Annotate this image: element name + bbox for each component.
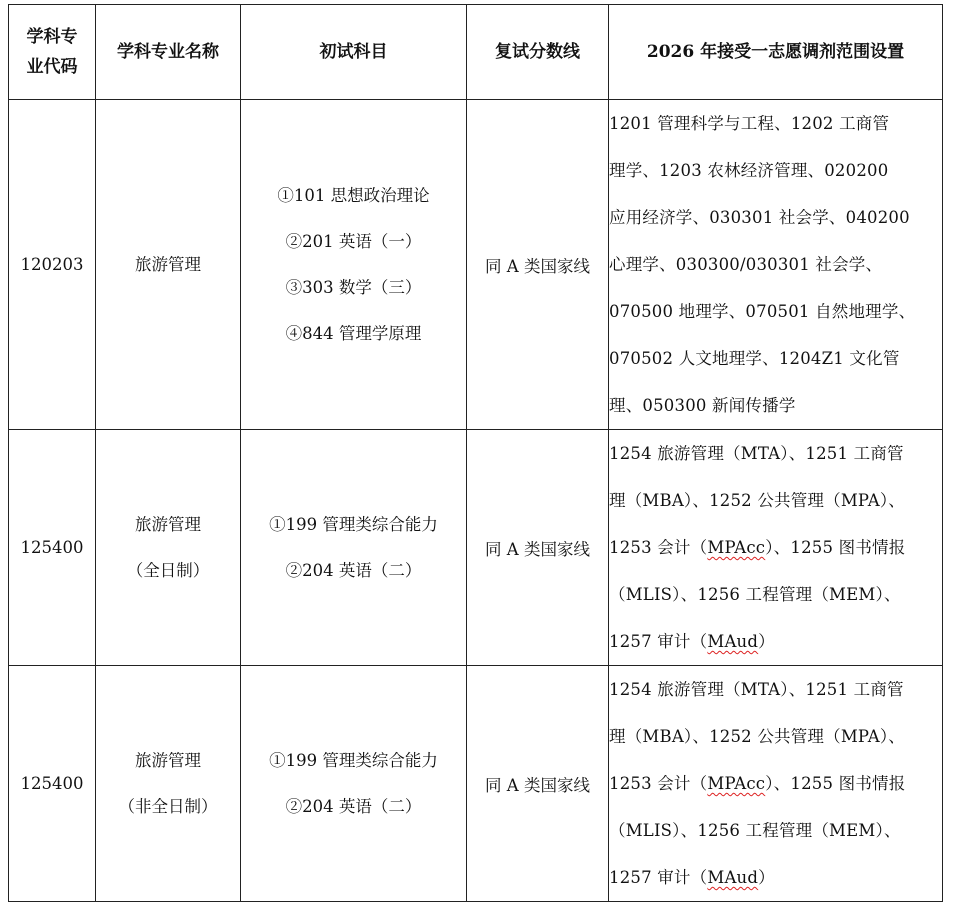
scope-line: 理（MBA）、1252 公共管理（MPA）、 bbox=[609, 491, 905, 510]
subject-item: ②201 英语（一） bbox=[285, 231, 422, 251]
scope-line: 应用经济学、030301 社会学、040200 bbox=[609, 208, 910, 227]
subject-item: ④844 管理学原理 bbox=[285, 323, 422, 343]
spellcheck-word: MPAcc bbox=[707, 774, 766, 793]
row-scope bbox=[609, 666, 943, 902]
scope-line: 理（MBA）、1252 公共管理（MPA）、 bbox=[609, 727, 905, 746]
scope-line bbox=[609, 854, 942, 901]
row-scope bbox=[609, 430, 943, 666]
scope-text: ） bbox=[758, 868, 775, 887]
header-code bbox=[9, 5, 96, 100]
scope-line bbox=[609, 524, 942, 571]
row-scope bbox=[609, 100, 943, 430]
row-subjects bbox=[241, 430, 467, 666]
scope-text: 1257 审计（ bbox=[609, 632, 708, 651]
row-code: 120203 bbox=[9, 100, 96, 430]
subject-item: ①101 思想政治理论 bbox=[277, 185, 430, 205]
subject-item: ③303 数学（三） bbox=[285, 277, 422, 297]
row-retest: 同 A 类国家线 bbox=[467, 666, 609, 902]
scope-line: 1201 管理科学与工程、1202 工商管 bbox=[609, 114, 890, 133]
scope-line: （MLIS）、1256 工程管理（MEM）、 bbox=[609, 821, 901, 840]
row-retest: 同 A 类国家线 bbox=[467, 430, 609, 666]
row-name bbox=[96, 666, 241, 902]
subject-item: ①199 管理类综合能力 bbox=[269, 750, 438, 770]
spellcheck-word: MPAcc bbox=[707, 538, 766, 557]
scope-text: ）、1255 图书情报 bbox=[765, 538, 906, 557]
row-name-line: （非全日制） bbox=[118, 796, 218, 816]
scope-line: 070502 人文地理学、1204Z1 文化管 bbox=[609, 349, 900, 368]
row-code: 125400 bbox=[9, 430, 96, 666]
header-name: 学科专业名称 bbox=[96, 5, 241, 100]
table-row bbox=[9, 100, 943, 430]
header-code-line1: 学科专 bbox=[26, 27, 78, 47]
subject-item: ②204 英语（二） bbox=[285, 560, 422, 580]
row-subjects bbox=[241, 100, 467, 430]
scope-line: 070500 地理学、070501 自然地理学、 bbox=[609, 302, 916, 321]
scope-text: 1257 审计（ bbox=[609, 868, 708, 887]
row-name-line: 旅游管理 bbox=[135, 514, 201, 534]
scope-line: 1254 旅游管理（MTA）、1251 工商管 bbox=[609, 444, 904, 463]
header-scope: 2026 年接受一志愿调剂范围设置 bbox=[609, 5, 943, 100]
scope-line bbox=[609, 760, 942, 807]
scope-text: ） bbox=[758, 632, 775, 651]
header-retest: 复试分数线 bbox=[467, 5, 609, 100]
admission-table bbox=[8, 4, 943, 902]
subject-item: ②204 英语（二） bbox=[285, 796, 422, 816]
table-row bbox=[9, 666, 943, 902]
row-name bbox=[96, 430, 241, 666]
scope-text: 1253 会计（ bbox=[609, 774, 708, 793]
row-name-line: 旅游管理 bbox=[135, 254, 201, 274]
scope-text: ）、1255 图书情报 bbox=[765, 774, 906, 793]
scope-line: （MLIS）、1256 工程管理（MEM）、 bbox=[609, 585, 901, 604]
row-name-line: （全日制） bbox=[126, 560, 210, 580]
scope-line bbox=[609, 618, 942, 665]
row-retest: 同 A 类国家线 bbox=[467, 100, 609, 430]
spellcheck-word: MAud bbox=[707, 868, 759, 887]
scope-text: 1253 会计（ bbox=[609, 538, 708, 557]
scope-line: 1254 旅游管理（MTA）、1251 工商管 bbox=[609, 680, 904, 699]
scope-line: 理、050300 新闻传播学 bbox=[609, 396, 796, 415]
header-row bbox=[9, 5, 943, 100]
spellcheck-word: MAud bbox=[707, 632, 759, 651]
row-name bbox=[96, 100, 241, 430]
table-row bbox=[9, 430, 943, 666]
header-code-line2: 业代码 bbox=[26, 57, 78, 77]
header-subjects: 初试科目 bbox=[241, 5, 467, 100]
row-code: 125400 bbox=[9, 666, 96, 902]
scope-line: 理学、1203 农林经济管理、020200 bbox=[609, 161, 889, 180]
row-name-line: 旅游管理 bbox=[135, 750, 201, 770]
subject-item: ①199 管理类综合能力 bbox=[269, 514, 438, 534]
scope-line: 心理学、030300/030301 社会学、 bbox=[609, 255, 883, 274]
row-subjects bbox=[241, 666, 467, 902]
